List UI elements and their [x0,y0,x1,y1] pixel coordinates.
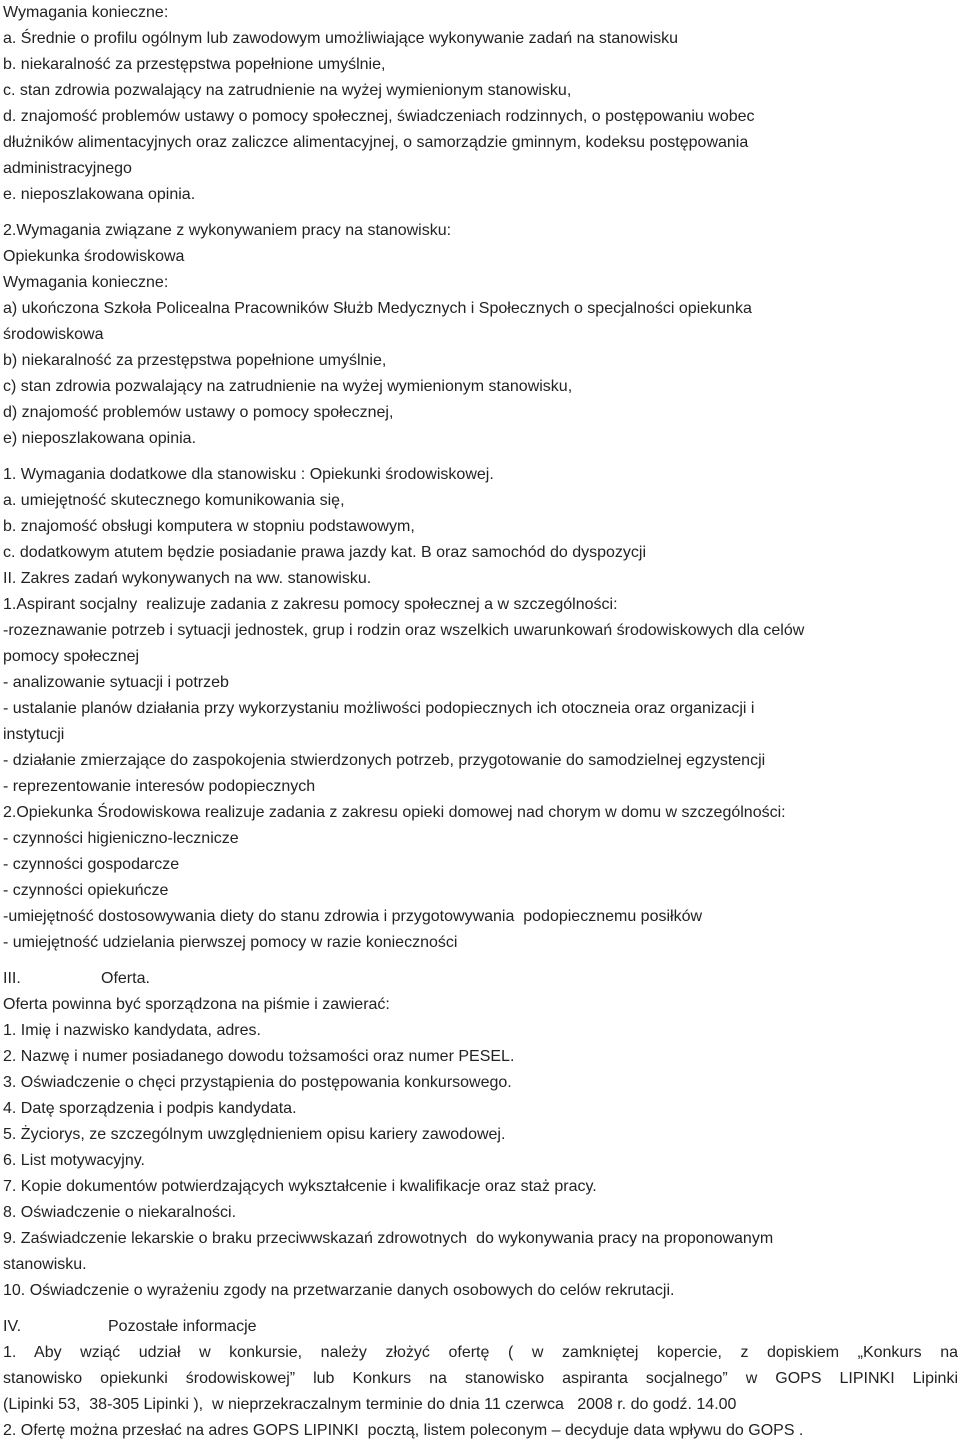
requirement-item: e) nieposzlakowana opinia. [3,430,197,447]
document-page [3,0,958,1444]
requirement-item: b) niekaralność za przestępstwa popełnione umyślnie, [3,352,387,369]
offer-item: 4. Datę sporządzenia i podpis kandydata. [3,1100,297,1117]
requirement-item: b. niekaralność za przestępstwa popełnione umyślnie, [3,56,386,73]
duty-item: - czynności opiekuńcze [3,882,169,899]
other-info-heading [3,1314,958,1340]
offer-item: 1. Imię i nazwisko kandydata, adres. [3,1022,261,1039]
section-heading: II. Zakres zadań wykonywanych na ww. stanowisku. [3,570,372,587]
requirement-item: c. stan zdrowia pozwalający na zatrudnienie na wyżej wymienionym stanowisku, [3,82,572,99]
duty-item-continued: pomocy społecznej [3,648,140,665]
section-requirements-caregiver [3,218,958,452]
offer-item: 3. Oświadczenie o chęci przystąpienia do postępowania konkursowego. [3,1074,512,1091]
section-other-info [3,1314,958,1444]
requirement-item: e. nieposzlakowana opinia. [3,186,196,203]
list-item: b. znajomość obsługi komputera w stopniu podstawowym, [3,518,415,535]
requirement-item: a) ukończona Szkoła Policealna Pracowników Służb Medycznych i Społecznych o specjalności opiekunka [3,300,752,317]
offer-item: 9. Zaświadczenie lekarskie o braku przeciwwskazań zdrowotnych do wykonywania pracy na proponowanym [3,1230,774,1247]
offer-item: 5. Życiorys, ze szczególnym uwzględnieniem opisu kariery zawodowej. [3,1126,506,1143]
offer-item: 7. Kopie dokumentów potwierdzających wykształcenie i kwalifikacje oraz staż pracy. [3,1178,597,1195]
offer-item: 2. Nazwę i numer posiadanego dowodu tożsamości oraz numer PESEL. [3,1048,515,1065]
info-paragraph-line: 1. Aby wziąć udział w konkursie, należy złożyć ofertę ( w zamkniętej kopercie, z dopiskiem „Konkurs na [3,1344,958,1361]
offer-item: 10. Oświadczenie o wyrażeniu zgody na przetwarzanie danych osobowych do celów rekrutacji. [3,1282,675,1299]
list-item: c. dodatkowym atutem będzie posiadanie prawa jazdy kat. B oraz samochód do dyspozycji [3,544,647,561]
requirement-item: d) znajomość problemów ustawy o pomocy społecznej, [3,404,394,421]
requirement-item: a. Średnie o profilu ogólnym lub zawodowym umożliwiające wykonywanie zadań na stanowisku [3,30,679,47]
offer-item: 8. Oświadczenie o niekaralności. [3,1204,237,1221]
section-additional-and-duties [3,462,958,956]
duty-item: - analizowanie sytuacji i potrzeb [3,674,229,691]
other-info-heading-number: IV. [3,1318,22,1335]
offer-intro: Oferta powinna być sporządzona na piśmie i zawierać: [3,996,390,1013]
duty-item: -umiejętność dostosowywania diety do stanu zdrowia i przygotowywania podopiecznemu posiłków [3,908,703,925]
offer-item: 6. List motywacyjny. [3,1152,145,1169]
info-paragraph: 2. Ofertę można przesłać na adres GOPS LIPINKI pocztą, listem poleconym – decyduje data wpływu do GOPS . [3,1422,804,1439]
requirement-item-continued: środowiskowa [3,326,104,343]
requirements-heading: Wymagania konieczne: [3,4,169,21]
list-item: a. umiejętność skutecznego komunikowania się, [3,492,345,509]
duty-item: - ustalanie planów działania przy wykorzystaniu możliwości podopiecznych ich otoczneia oraz organizacji i [3,700,755,717]
requirement-item-continued: dłużników alimentacyjnych oraz zaliczce alimentacyjnej, o samorządzie gminnym, kodeksu postępowania [3,134,749,151]
duty-item: - czynności higieniczno-lecznicze [3,830,239,847]
subsection-heading: 2.Opiekunka Środowiskowa realizuje zadania z zakresu opieki domowej nad chorym w domu w szczególności: [3,804,786,821]
position-title: Opiekunka środowiskowa [3,248,185,265]
section-offer [3,966,958,1304]
section-heading: 1. Wymagania dodatkowe dla stanowisku : Opiekunki środowiskowej. [3,466,494,483]
section-requirements-aspirant [3,0,958,208]
section-heading: 2.Wymagania związane z wykonywaniem pracy na stanowisku: [3,222,452,239]
offer-item-continued: stanowisku. [3,1256,87,1273]
subsection-heading: 1.Aspirant socjalny realizuje zadania z zakresu pomocy społecznej a w szczególności: [3,596,618,613]
requirement-item: c) stan zdrowia pozwalający na zatrudnienie na wyżej wymienionym stanowisku, [3,378,573,395]
duty-item: - reprezentowanie interesów podopiecznych [3,778,316,795]
info-paragraph-line: (Lipinki 53, 38-305 Lipinki ), w nieprzekraczalnym terminie do dnia 11 czerwca 2008 r. do godź. 14.00 [3,1396,737,1413]
requirement-item-continued: administracyjnego [3,160,132,177]
other-info-heading-text: Pozostałe informacje [108,1318,257,1335]
duty-item: - działanie zmierzające do zaspokojenia stwierdzonych potrzeb, przygotowanie do samodzielnej egzystencji [3,752,766,769]
duty-item: - czynności gospodarcze [3,856,180,873]
requirement-item: d. znajomość problemów ustawy o pomocy społecznej, świadczeniach rodzinnych, o postępowaniu wobec [3,108,755,125]
requirements-heading: Wymagania konieczne: [3,274,169,291]
duty-item-continued: instytucji [3,726,65,743]
offer-heading [3,966,958,992]
info-paragraph-line: stanowisko opiekunki środowiskowej” lub Konkurs na stanowisko aspiranta socjalnego” w GOPS LIPINKI Lipinki [3,1370,958,1387]
offer-heading-text: Oferta. [101,970,150,987]
duty-item: -rozeznawanie potrzeb i sytuacji jednostek, grup i rodzin oraz wszelkich uwarunkowań środowiskowych dla celów [3,622,805,639]
offer-heading-number: III. [3,970,21,987]
duty-item: - umiejętność udzielania pierwszej pomocy w razie konieczności [3,934,458,951]
